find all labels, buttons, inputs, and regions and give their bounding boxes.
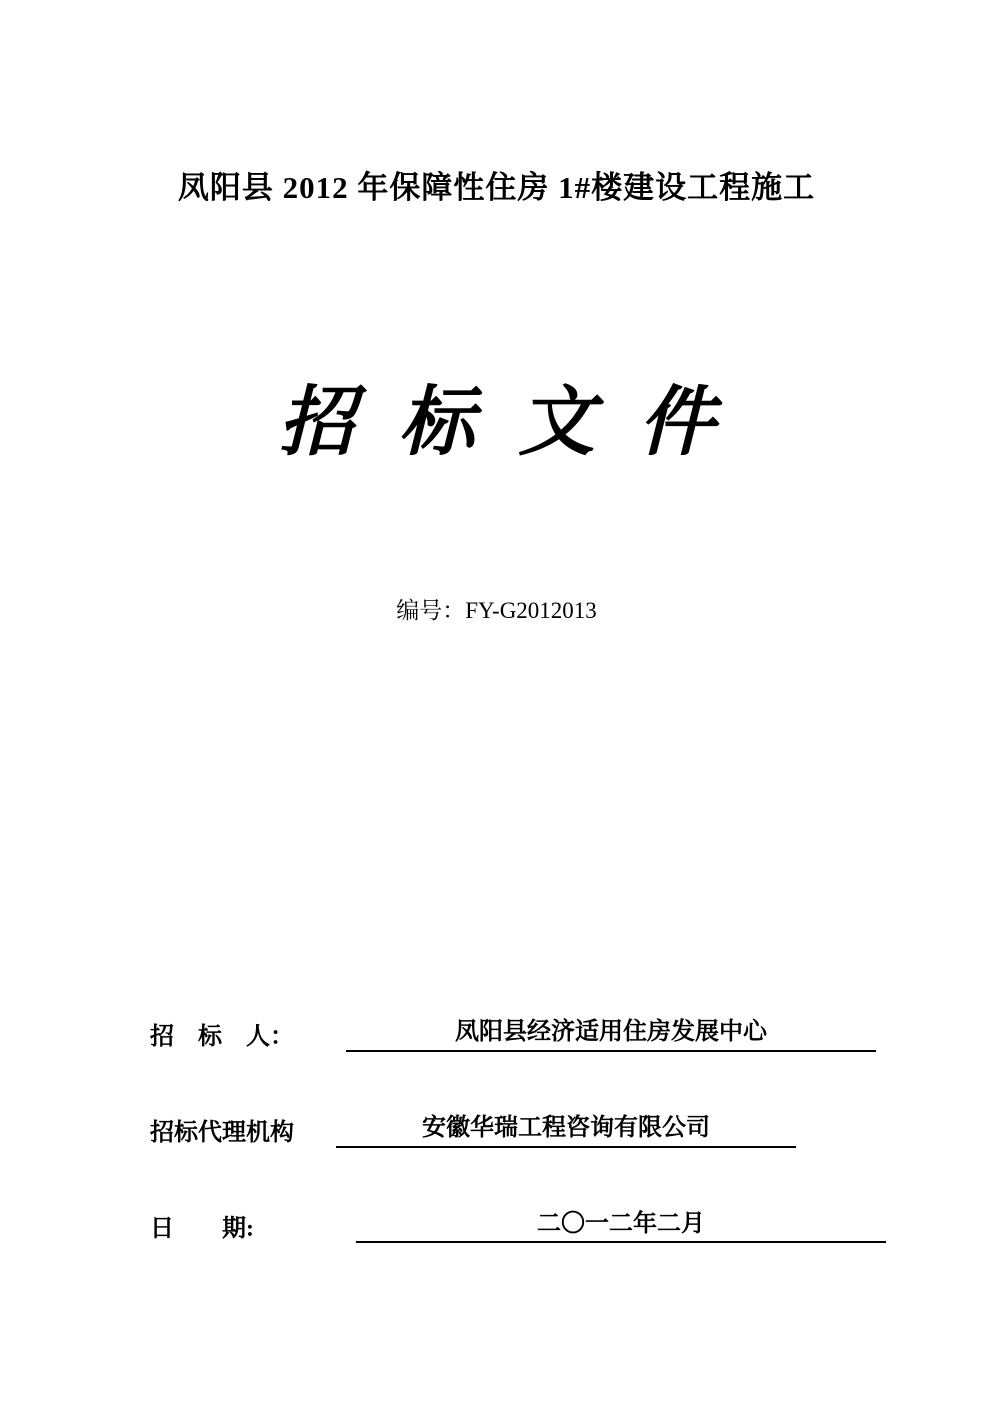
- field-row-agency: [150, 1114, 890, 1148]
- document-heading-text: 招标文件: [278, 377, 759, 466]
- field-row-date: [150, 1210, 890, 1244]
- field-value-agency: 安徽华瑞工程咨询有限公司: [336, 1114, 796, 1148]
- field-value-date: 二〇一二年二月: [356, 1210, 886, 1244]
- page-title: 凤阳县 2012 年保障性住房 1#楼建设工程施工: [177, 170, 816, 205]
- signature-fields: [150, 1018, 890, 1305]
- field-value-tenderer: 凤阳县经济适用住房发展中心: [346, 1018, 876, 1052]
- document-heading: [0, 378, 993, 465]
- document-number: 编号：FY-G2012013: [396, 598, 597, 623]
- field-row-tenderer: [150, 1018, 890, 1052]
- field-label-date: 日 期:: [150, 1215, 254, 1242]
- field-label-agency: 招标代理机构: [150, 1119, 294, 1146]
- field-label-tenderer: 招 标 人：: [150, 1024, 294, 1050]
